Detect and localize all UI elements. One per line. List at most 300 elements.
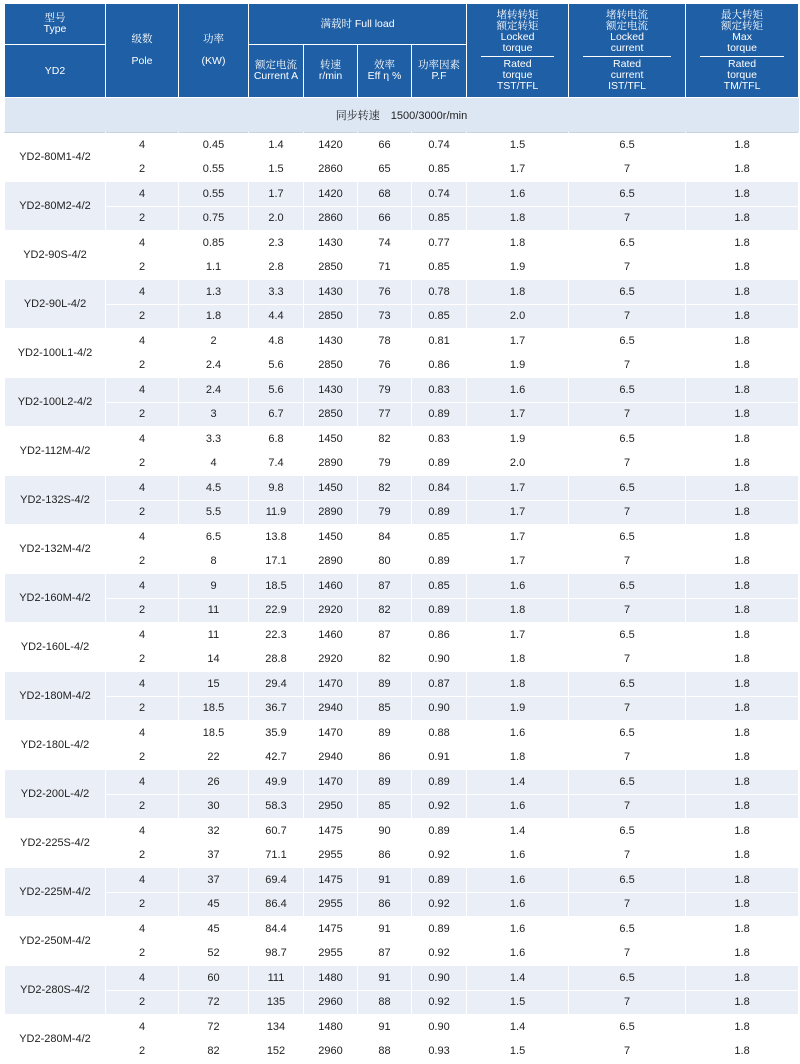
pole-cell: 4: [106, 574, 179, 599]
speed-cell: 2850: [304, 304, 358, 329]
efficiency-cell: 68: [358, 182, 412, 207]
current-cell: 13.8: [249, 525, 304, 550]
efficiency-cell: 78: [358, 329, 412, 354]
full-load-header: 满载时 Full load: [249, 4, 467, 45]
pole-cell: 2: [106, 794, 179, 819]
power-factor-cell: 0.89: [412, 549, 467, 574]
locked-current-ratio-cell: 7: [569, 598, 686, 623]
current-cell: 1.5: [249, 157, 304, 182]
power-factor-cell: 0.81: [412, 329, 467, 354]
pole-header-cn: 级数: [131, 33, 153, 45]
pole-cell: 2: [106, 598, 179, 623]
speed-cell: 1460: [304, 574, 358, 599]
table-row: [5, 1039, 799, 1064]
motor-type-cell: YD2-180M-4/2: [5, 672, 106, 721]
table-row: [5, 280, 799, 305]
locked-torque-ratio-cell: 1.5: [467, 133, 569, 158]
speed-cell: 1475: [304, 819, 358, 844]
motor-type-cell: YD2-280M-4/2: [5, 1015, 106, 1064]
speed-cell: 2850: [304, 255, 358, 280]
locked-current-denominator: Rated current IST/TFL: [608, 57, 646, 92]
current-cell: 84.4: [249, 917, 304, 942]
current-cell: 69.4: [249, 868, 304, 893]
pole-cell: 4: [106, 868, 179, 893]
current-cell: 17.1: [249, 549, 304, 574]
speed-cell: 2850: [304, 353, 358, 378]
max-torque-ratio-cell: 1.8: [686, 598, 799, 623]
max-torque-ratio-cell: 1.8: [686, 402, 799, 427]
locked-current-ratio-cell: 6.5: [569, 868, 686, 893]
table-row: [5, 892, 799, 917]
current-cell: 11.9: [249, 500, 304, 525]
current-cell: 60.7: [249, 819, 304, 844]
locked-torque-ratio-cell: 1.8: [467, 745, 569, 770]
speed-cell: 2955: [304, 843, 358, 868]
current-cell: 9.8: [249, 476, 304, 501]
speed-cell: 2890: [304, 500, 358, 525]
current-cell: 7.4: [249, 451, 304, 476]
efficiency-cell: 84: [358, 525, 412, 550]
power-factor-cell: 0.83: [412, 427, 467, 452]
power-factor-cell: 0.92: [412, 843, 467, 868]
speed-cell: 1430: [304, 280, 358, 305]
locked-torque-ratio-cell: 1.5: [467, 1039, 569, 1064]
pole-cell: 4: [106, 231, 179, 256]
power-factor-cell: 0.88: [412, 721, 467, 746]
motor-type-cell: YD2-100L2-4/2: [5, 378, 106, 427]
pole-cell: 2: [106, 304, 179, 329]
motor-type-cell: YD2-225M-4/2: [5, 868, 106, 917]
speed-cell: 2955: [304, 941, 358, 966]
speed-cell: 1470: [304, 721, 358, 746]
locked-current-ratio-cell: 6.5: [569, 133, 686, 158]
speed-cell: 2950: [304, 794, 358, 819]
pole-cell: 2: [106, 402, 179, 427]
max-torque-denominator: Rated torque TM/TFL: [723, 57, 761, 92]
speed-cell: 1475: [304, 917, 358, 942]
efficiency-cell: 76: [358, 353, 412, 378]
pole-cell: 2: [106, 549, 179, 574]
locked-current-ratio-cell: 7: [569, 794, 686, 819]
current-cell: 49.9: [249, 770, 304, 795]
power-factor-cell: 0.85: [412, 574, 467, 599]
power-factor-cell: 0.90: [412, 1015, 467, 1040]
pole-cell: 2: [106, 941, 179, 966]
speed-cell: 2850: [304, 402, 358, 427]
max-torque-ratio-cell: 1.8: [686, 378, 799, 403]
efficiency-cell: 71: [358, 255, 412, 280]
power-factor-cell: 0.89: [412, 917, 467, 942]
power-factor-cell: 0.90: [412, 647, 467, 672]
power-cell: 37: [179, 868, 249, 893]
power-factor-cell: 0.86: [412, 623, 467, 648]
locked-torque-ratio-cell: 1.7: [467, 329, 569, 354]
speed-cell: 2960: [304, 1039, 358, 1064]
pole-cell: 2: [106, 745, 179, 770]
power-factor-cell: 0.83: [412, 378, 467, 403]
efficiency-header: 效率 Eff η %: [358, 45, 412, 98]
locked-torque-ratio-cell: 1.4: [467, 770, 569, 795]
locked-torque-ratio-cell: 2.0: [467, 304, 569, 329]
locked-torque-ratio-cell: 1.6: [467, 794, 569, 819]
speed-cell: 2860: [304, 206, 358, 231]
locked-torque-ratio-cell: 1.8: [467, 231, 569, 256]
speed-cell: 1430: [304, 231, 358, 256]
table-row: [5, 451, 799, 476]
pole-cell: 4: [106, 917, 179, 942]
speed-cell: 1470: [304, 770, 358, 795]
locked-torque-ratio-cell: 1.8: [467, 206, 569, 231]
max-torque-ratio-cell: 1.8: [686, 721, 799, 746]
efficiency-cell: 77: [358, 402, 412, 427]
motor-type-cell: YD2-132M-4/2: [5, 525, 106, 574]
max-torque-ratio-cell: 1.8: [686, 917, 799, 942]
speed-cell: 1450: [304, 427, 358, 452]
max-torque-ratio-cell: 1.8: [686, 819, 799, 844]
pole-cell: 4: [106, 280, 179, 305]
max-torque-numerator: 最大转矩 额定转矩 Max torque: [700, 10, 784, 57]
power-factor-cell: 0.87: [412, 672, 467, 697]
efficiency-cell: 76: [358, 280, 412, 305]
pole-cell: 4: [106, 133, 179, 158]
speed-header: 转速 r/min: [304, 45, 358, 98]
table-row: [5, 843, 799, 868]
motor-type-cell: YD2-80M2-4/2: [5, 182, 106, 231]
power-factor-cell: 0.93: [412, 1039, 467, 1064]
pole-header: [106, 4, 179, 98]
locked-torque-ratio-cell: 1.7: [467, 623, 569, 648]
power-cell: 0.55: [179, 157, 249, 182]
pole-cell: 4: [106, 623, 179, 648]
locked-torque-numerator: 堵转转矩 额定转矩 Locked torque: [481, 10, 554, 57]
pole-cell: 4: [106, 427, 179, 452]
locked-current-ratio-cell: 6.5: [569, 476, 686, 501]
pole-cell: 2: [106, 647, 179, 672]
power-factor-cell: 0.89: [412, 402, 467, 427]
table-row: [5, 255, 799, 280]
table-row: [5, 1015, 799, 1040]
speed-cell: 2890: [304, 549, 358, 574]
locked-torque-ratio-cell: 1.6: [467, 574, 569, 599]
power-cell: 2.4: [179, 353, 249, 378]
pole-cell: 2: [106, 451, 179, 476]
locked-torque-ratio-cell: 1.9: [467, 255, 569, 280]
locked-torque-ratio-cell: 1.7: [467, 157, 569, 182]
locked-torque-ratio-cell: 1.9: [467, 696, 569, 721]
table-row: [5, 353, 799, 378]
max-torque-ratio-cell: 1.8: [686, 353, 799, 378]
table-row: [5, 623, 799, 648]
power-cell: 0.55: [179, 182, 249, 207]
power-cell: 3.3: [179, 427, 249, 452]
speed-cell: 1450: [304, 476, 358, 501]
power-header: [179, 4, 249, 98]
max-torque-ratio-cell: 1.8: [686, 255, 799, 280]
current-cell: 111: [249, 966, 304, 991]
locked-current-ratio-cell: 7: [569, 451, 686, 476]
efficiency-cell: 87: [358, 623, 412, 648]
power-cell: 72: [179, 990, 249, 1015]
max-torque-ratio-cell: 1.8: [686, 868, 799, 893]
locked-current-numerator: 堵转电流 额定电流 Locked current: [583, 10, 671, 57]
max-torque-ratio-cell: 1.8: [686, 1039, 799, 1064]
power-cell: 45: [179, 892, 249, 917]
locked-torque-ratio-cell: 1.6: [467, 843, 569, 868]
locked-current-ratio-cell: 6.5: [569, 966, 686, 991]
locked-current-ratio-cell: 6.5: [569, 672, 686, 697]
efficiency-cell: 86: [358, 843, 412, 868]
current-cell: 134: [249, 1015, 304, 1040]
power-factor-cell: 0.90: [412, 696, 467, 721]
pole-cell: 4: [106, 1015, 179, 1040]
power-factor-cell: 0.85: [412, 304, 467, 329]
power-factor-cell: 0.85: [412, 157, 467, 182]
table-row: [5, 427, 799, 452]
efficiency-cell: 74: [358, 231, 412, 256]
efficiency-cell: 79: [358, 451, 412, 476]
speed-cell: 1475: [304, 868, 358, 893]
power-cell: 11: [179, 623, 249, 648]
locked-current-ratio-cell: 6.5: [569, 329, 686, 354]
current-cell: 2.8: [249, 255, 304, 280]
efficiency-cell: 66: [358, 133, 412, 158]
current-cell: 2.3: [249, 231, 304, 256]
locked-torque-ratio-cell: 1.4: [467, 1015, 569, 1040]
speed-cell: 2940: [304, 696, 358, 721]
power-factor-cell: 0.92: [412, 990, 467, 1015]
speed-cell: 1460: [304, 623, 358, 648]
motor-type-cell: YD2-280S-4/2: [5, 966, 106, 1015]
locked-current-ratio-cell: 6.5: [569, 819, 686, 844]
pole-header-en: Pole: [131, 55, 153, 67]
sync-speed-row: 同步转速 1500/3000r/min: [5, 98, 799, 133]
table-row: [5, 917, 799, 942]
power-header-en: (KW): [201, 55, 226, 67]
current-cell: 1.7: [249, 182, 304, 207]
power-cell: 60: [179, 966, 249, 991]
power-factor-header: 功率因素 P.F: [412, 45, 467, 98]
power-factor-cell: 0.74: [412, 133, 467, 158]
locked-current-ratio-cell: 7: [569, 402, 686, 427]
table-row: [5, 182, 799, 207]
current-cell: 28.8: [249, 647, 304, 672]
max-torque-ratio-cell: 1.8: [686, 647, 799, 672]
locked-current-ratio-cell: 7: [569, 304, 686, 329]
locked-current-ratio-cell: 6.5: [569, 770, 686, 795]
power-factor-cell: 0.89: [412, 451, 467, 476]
power-cell: 45: [179, 917, 249, 942]
power-factor-cell: 0.89: [412, 868, 467, 893]
table-row: [5, 672, 799, 697]
locked-current-ratio-cell: 6.5: [569, 378, 686, 403]
pole-cell: 2: [106, 843, 179, 868]
table-row: [5, 868, 799, 893]
power-factor-cell: 0.89: [412, 819, 467, 844]
power-factor-cell: 0.92: [412, 794, 467, 819]
max-torque-ratio-cell: 1.8: [686, 623, 799, 648]
table-row: [5, 525, 799, 550]
max-torque-ratio-cell: 1.8: [686, 574, 799, 599]
speed-cell: 2860: [304, 157, 358, 182]
power-cell: 1.8: [179, 304, 249, 329]
max-torque-ratio-cell: 1.8: [686, 133, 799, 158]
speed-cell: 2940: [304, 745, 358, 770]
pole-cell: 2: [106, 1039, 179, 1064]
speed-cell: 2890: [304, 451, 358, 476]
locked-torque-ratio-cell: 1.8: [467, 280, 569, 305]
max-torque-ratio-cell: 1.8: [686, 549, 799, 574]
locked-current-ratio-cell: 6.5: [569, 525, 686, 550]
power-cell: 52: [179, 941, 249, 966]
efficiency-cell: 79: [358, 378, 412, 403]
motor-type-cell: YD2-80M1-4/2: [5, 133, 106, 182]
power-cell: 32: [179, 819, 249, 844]
locked-torque-ratio-cell: 1.7: [467, 549, 569, 574]
power-factor-cell: 0.86: [412, 353, 467, 378]
max-torque-ratio-cell: 1.8: [686, 672, 799, 697]
power-cell: 22: [179, 745, 249, 770]
locked-torque-ratio-cell: 1.7: [467, 402, 569, 427]
max-torque-ratio-cell: 1.8: [686, 157, 799, 182]
power-cell: 0.75: [179, 206, 249, 231]
efficiency-cell: 79: [358, 500, 412, 525]
power-cell: 6.5: [179, 525, 249, 550]
efficiency-cell: 73: [358, 304, 412, 329]
power-cell: 1.3: [179, 280, 249, 305]
efficiency-cell: 82: [358, 427, 412, 452]
locked-torque-ratio-cell: 1.7: [467, 500, 569, 525]
locked-current-ratio-cell: 7: [569, 941, 686, 966]
locked-torque-ratio-cell: 1.5: [467, 990, 569, 1015]
locked-torque-ratio-cell: 1.6: [467, 941, 569, 966]
locked-current-ratio-cell: 7: [569, 745, 686, 770]
current-cell: 6.7: [249, 402, 304, 427]
spec-table-body: [5, 98, 799, 1064]
current-cell: 6.8: [249, 427, 304, 452]
power-cell: 82: [179, 1039, 249, 1064]
max-torque-ratio-cell: 1.8: [686, 231, 799, 256]
table-row: [5, 574, 799, 599]
motor-type-cell: YD2-160M-4/2: [5, 574, 106, 623]
pole-cell: 4: [106, 476, 179, 501]
speed-cell: 1480: [304, 966, 358, 991]
efficiency-cell: 66: [358, 206, 412, 231]
motor-spec-table: [4, 3, 799, 1064]
current-cell: 5.6: [249, 378, 304, 403]
power-factor-cell: 0.74: [412, 182, 467, 207]
locked-torque-ratio-cell: 1.9: [467, 427, 569, 452]
power-cell: 5.5: [179, 500, 249, 525]
max-torque-ratio-cell: 1.8: [686, 990, 799, 1015]
power-factor-cell: 0.89: [412, 598, 467, 623]
current-cell: 98.7: [249, 941, 304, 966]
power-factor-cell: 0.91: [412, 745, 467, 770]
power-cell: 0.45: [179, 133, 249, 158]
table-row: [5, 966, 799, 991]
motor-type-cell: YD2-112M-4/2: [5, 427, 106, 476]
efficiency-cell: 80: [358, 549, 412, 574]
locked-torque-ratio-cell: 1.4: [467, 819, 569, 844]
table-row: [5, 696, 799, 721]
power-cell: 72: [179, 1015, 249, 1040]
efficiency-cell: 91: [358, 868, 412, 893]
power-cell: 15: [179, 672, 249, 697]
current-cell: 2.0: [249, 206, 304, 231]
locked-current-ratio-cell: 6.5: [569, 1015, 686, 1040]
type-header-cn: 型号: [44, 12, 66, 24]
speed-cell: 1420: [304, 182, 358, 207]
speed-cell: 1420: [304, 133, 358, 158]
table-row: [5, 770, 799, 795]
current-cell: 4.8: [249, 329, 304, 354]
pole-cell: 4: [106, 525, 179, 550]
power-cell: 11: [179, 598, 249, 623]
locked-current-ratio-cell: 7: [569, 696, 686, 721]
power-factor-cell: 0.85: [412, 525, 467, 550]
current-cell: 18.5: [249, 574, 304, 599]
speed-cell: 1430: [304, 329, 358, 354]
power-cell: 9: [179, 574, 249, 599]
locked-current-ratio-cell: 7: [569, 255, 686, 280]
motor-type-cell: YD2-90S-4/2: [5, 231, 106, 280]
power-cell: 37: [179, 843, 249, 868]
current-cell: 35.9: [249, 721, 304, 746]
pole-cell: 2: [106, 990, 179, 1015]
motor-type-cell: YD2-225S-4/2: [5, 819, 106, 868]
table-row: [5, 206, 799, 231]
motor-type-cell: YD2-180L-4/2: [5, 721, 106, 770]
power-factor-cell: 0.90: [412, 966, 467, 991]
current-header: 额定电流 Current A: [249, 45, 304, 98]
pole-cell: 4: [106, 672, 179, 697]
speed-cell: 1450: [304, 525, 358, 550]
pole-cell: 2: [106, 157, 179, 182]
current-cell: 3.3: [249, 280, 304, 305]
motor-type-cell: YD2-100L1-4/2: [5, 329, 106, 378]
power-cell: 30: [179, 794, 249, 819]
max-torque-ratio-cell: 1.8: [686, 794, 799, 819]
table-row: [5, 500, 799, 525]
max-torque-ratio-cell: 1.8: [686, 329, 799, 354]
max-torque-ratio-cell: 1.8: [686, 843, 799, 868]
locked-current-ratio-cell: 7: [569, 206, 686, 231]
pole-cell: 2: [106, 206, 179, 231]
locked-current-ratio-cell: 6.5: [569, 427, 686, 452]
power-factor-cell: 0.85: [412, 206, 467, 231]
locked-torque-ratio-cell: 1.6: [467, 182, 569, 207]
locked-current-ratio-cell: 7: [569, 843, 686, 868]
locked-current-ratio-cell: 7: [569, 892, 686, 917]
locked-current-ratio-cell: 7: [569, 1039, 686, 1064]
efficiency-cell: 88: [358, 1039, 412, 1064]
type-header: [5, 4, 106, 45]
locked-torque-ratio-cell: 1.8: [467, 647, 569, 672]
efficiency-cell: 89: [358, 672, 412, 697]
table-row: [5, 133, 799, 158]
locked-current-ratio-cell: 7: [569, 353, 686, 378]
speed-cell: 1430: [304, 378, 358, 403]
pole-cell: 4: [106, 378, 179, 403]
efficiency-cell: 85: [358, 696, 412, 721]
power-factor-cell: 0.92: [412, 892, 467, 917]
power-cell: 4.5: [179, 476, 249, 501]
efficiency-cell: 90: [358, 819, 412, 844]
efficiency-cell: 85: [358, 794, 412, 819]
speed-cell: 1470: [304, 672, 358, 697]
max-torque-ratio-cell: 1.8: [686, 280, 799, 305]
table-row: [5, 990, 799, 1015]
efficiency-cell: 82: [358, 598, 412, 623]
